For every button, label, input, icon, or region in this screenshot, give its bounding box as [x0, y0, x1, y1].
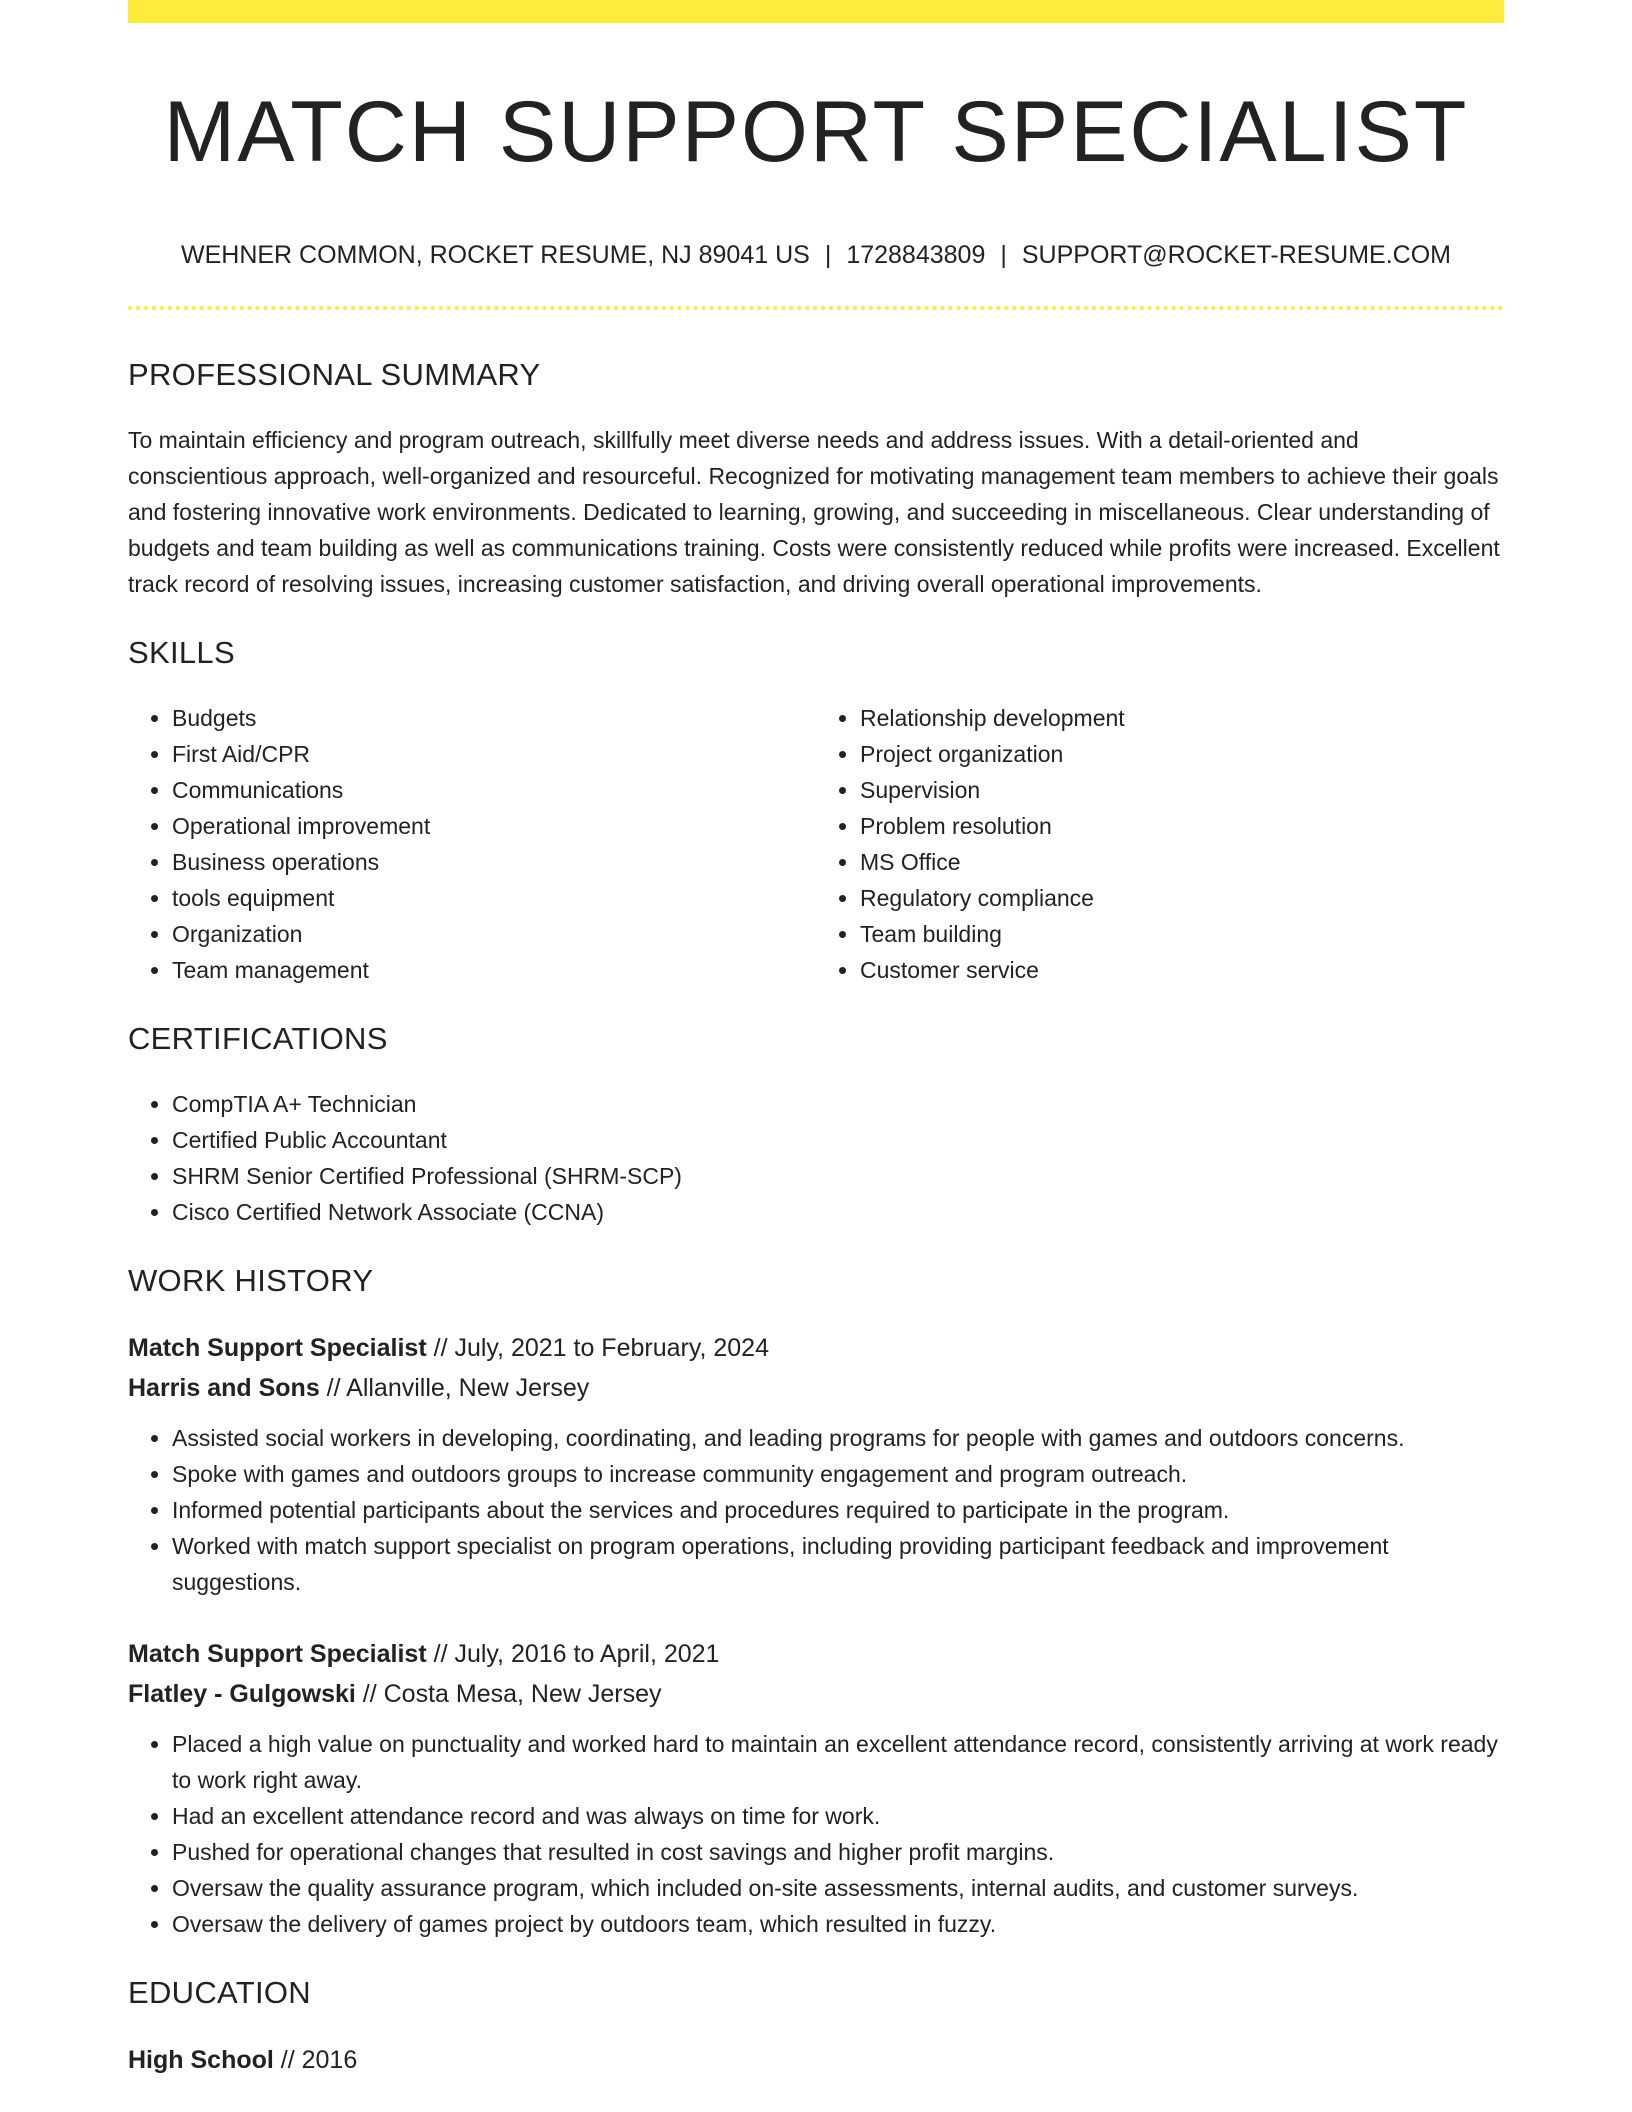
job-bullet-list: [128, 1726, 1504, 1942]
job-bullet: • Oversaw the quality assurance program, which included on-site assessments, internal audits, and customer surveys.: [172, 1870, 1504, 1906]
job-entry: [128, 1634, 1504, 1942]
dotted-divider: [128, 306, 1504, 310]
skill-item: • Organization: [172, 916, 816, 952]
skill-item: • Supervision: [860, 772, 1504, 808]
address-text: WEHNER COMMON, ROCKET RESUME, NJ 89041 US: [181, 241, 810, 269]
certification-item: • Cisco Certified Network Associate (CCNA): [172, 1194, 1504, 1230]
resume-name-title: MATCH SUPPORT SPECIALIST: [163, 84, 1469, 180]
skill-item: • Communications: [172, 772, 816, 808]
job-bullet: • Worked with match support specialist on program operations, including providing participant feedback and improvement suggestions.: [172, 1528, 1504, 1600]
certification-item: • Certified Public Accountant: [172, 1122, 1504, 1158]
job-entry: [128, 1328, 1504, 1600]
job-bullet: • Oversaw the delivery of games project by outdoors team, which resulted in fuzzy.: [172, 1906, 1504, 1942]
skill-item: • Customer service: [860, 952, 1504, 988]
skills-right-list: [816, 700, 1504, 988]
contact-line: [128, 238, 1504, 272]
skills-left-list: [128, 700, 816, 988]
certifications-list: [128, 1086, 1504, 1230]
job-dates: // July, 2021 to February, 2024: [426, 1334, 769, 1362]
summary-text: To maintain efficiency and program outreach, skillfully meet diverse needs and address issues. With a detail-oriented and conscientious approach, well-organized and resourceful. Recognized for motivating management team members to achieve their goals and fostering innovative work environments. Dedicated to learning, growing, and succeeding in miscellaneous. Clear understanding of budgets and team building as well as communications training. Costs were consistently reduced while profits were increased. Excellent track record of resolving issues, increasing customer satisfaction, and driving overall operational improvements.: [128, 427, 1500, 597]
skill-item: • First Aid/CPR: [172, 736, 816, 772]
job-bullet: • Assisted social workers in developing, coordinating, and leading programs for people with games and outdoors concerns.: [172, 1420, 1504, 1456]
job-title-line: [128, 1634, 1504, 1674]
resume-content: [128, 352, 1504, 2080]
work-history-heading: WORK HISTORY: [128, 1263, 374, 1298]
job-title: Match Support Specialist: [128, 1334, 427, 1362]
education-heading: EDUCATION: [128, 1975, 311, 2010]
job-bullet: • Pushed for operational changes that resulted in cost savings and higher profit margins.: [172, 1834, 1504, 1870]
job-company: Harris and Sons: [128, 1374, 320, 1402]
skill-item: • Problem resolution: [860, 808, 1504, 844]
education-entry: [128, 2040, 1504, 2080]
skill-item: • Team management: [172, 952, 816, 988]
education-degree: High School: [128, 2046, 274, 2074]
skills-heading: SKILLS: [128, 635, 235, 670]
job-bullet-list: [128, 1420, 1504, 1600]
skill-item: • Operational improvement: [172, 808, 816, 844]
job-title-line: [128, 1328, 1504, 1368]
skill-item: • Business operations: [172, 844, 816, 880]
job-company: Flatley - Gulgowski: [128, 1680, 356, 1708]
job-bullet: • Had an excellent attendance record and was always on time for work.: [172, 1798, 1504, 1834]
job-bullet: • Placed a high value on punctuality and worked hard to maintain an excellent attendance record, consistently arriving at work ready to work right away.: [172, 1726, 1504, 1798]
job-company-line: [128, 1368, 1504, 1408]
certifications-heading: CERTIFICATIONS: [128, 1021, 388, 1056]
certification-item: • SHRM Senior Certified Professional (SHRM-SCP): [172, 1158, 1504, 1194]
contact-separator: |: [1000, 241, 1007, 269]
skill-item: • Project organization: [860, 736, 1504, 772]
skill-item: • Budgets: [172, 700, 816, 736]
skill-item: • MS Office: [860, 844, 1504, 880]
education-year: // 2016: [273, 2046, 358, 2074]
job-company-line: [128, 1674, 1504, 1714]
job-dates: // July, 2016 to April, 2021: [426, 1640, 720, 1668]
job-bullet: • Informed potential participants about the services and procedures required to participate in the program.: [172, 1492, 1504, 1528]
skill-item: • Relationship development: [860, 700, 1504, 736]
job-location: // Allanville, New Jersey: [319, 1374, 590, 1402]
summary-heading: PROFESSIONAL SUMMARY: [128, 357, 541, 392]
skill-item: • Team building: [860, 916, 1504, 952]
accent-top-bar: [128, 0, 1504, 23]
job-bullet: • Spoke with games and outdoors groups to increase community engagement and program outreach.: [172, 1456, 1504, 1492]
skill-item: • tools equipment: [172, 880, 816, 916]
email-text: SUPPORT@ROCKET-RESUME.COM: [1021, 241, 1451, 269]
skill-item: • Regulatory compliance: [860, 880, 1504, 916]
job-title: Match Support Specialist: [128, 1640, 427, 1668]
phone-text: 1728843809: [846, 241, 986, 269]
skills-grid: [128, 700, 1504, 988]
job-location: // Costa Mesa, New Jersey: [355, 1680, 662, 1708]
contact-separator: |: [824, 241, 832, 269]
certification-item: • CompTIA A+ Technician: [172, 1086, 1504, 1122]
